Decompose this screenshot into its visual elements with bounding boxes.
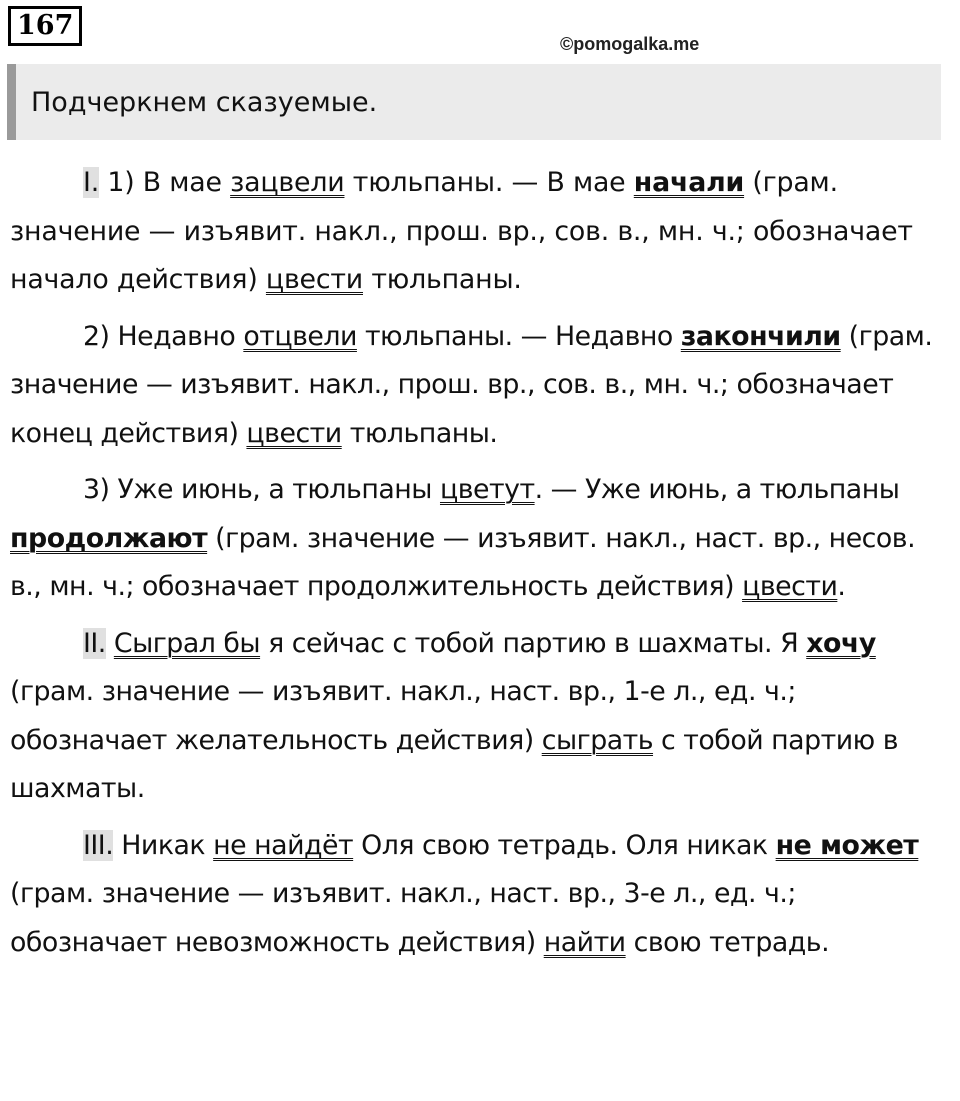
- predicate-bold: не может: [775, 829, 919, 861]
- text-segment: 1) В мае: [99, 167, 231, 198]
- text-segment: . — Уже июнь, а тюльпаны: [534, 474, 900, 505]
- text-segment: [106, 628, 114, 659]
- task-header-text: Подчеркнем сказуемые.: [31, 87, 378, 118]
- paragraph-1: [10, 159, 940, 305]
- predicate-underlined: Сыграл бы: [113, 627, 261, 659]
- paragraph-3: [10, 466, 940, 612]
- text-segment: тюльпаны.: [341, 417, 498, 449]
- predicate-underlined: отцвели: [243, 320, 357, 352]
- predicate-bold: хочу: [806, 627, 876, 659]
- text-segment: (грам. значение — изъявит. накл., наст. вр., 3-е л., ед. ч.; обозначает невозможность действия): [10, 878, 796, 958]
- text-segment: тюльпаны. — В мае: [344, 167, 634, 198]
- predicate-underlined: не найдёт: [213, 829, 354, 861]
- predicate-underlined: зацвели: [230, 167, 345, 198]
- paragraph-2: [10, 313, 940, 459]
- roman-numeral-1: I.: [83, 167, 100, 198]
- predicate-underlined: цвести: [246, 417, 342, 449]
- predicate-underlined: найти: [543, 926, 626, 958]
- text-segment: я сейчас с тобой партию в шахматы. Я: [260, 627, 807, 659]
- text-segment: .: [837, 571, 846, 602]
- predicate-underlined: цветут: [439, 474, 535, 505]
- text-segment: с тобой партию в шахматы.: [10, 724, 899, 804]
- roman-numeral-3: III.: [83, 829, 114, 861]
- text-segment: 3) Уже июнь, а тюльпаны: [83, 474, 440, 505]
- predicate-underlined: цвести: [742, 571, 838, 602]
- text-segment: (грам. значение — изъявит. накл., наст. вр., 1-е л., ед. ч.; обозначает желательность действия): [10, 676, 796, 756]
- predicate-bold: начали: [633, 167, 745, 198]
- text-segment: свою тетрадь.: [625, 926, 830, 958]
- text-segment: Никак: [113, 829, 214, 861]
- predicate-bold: продолжают: [10, 522, 208, 554]
- text-segment: тюльпаны. — Недавно: [356, 320, 681, 352]
- predicate-underlined: сыграть: [541, 724, 654, 756]
- answer-text: [10, 159, 940, 975]
- text-segment: 2) Недавно: [83, 320, 244, 352]
- text-segment: (грам. значение — изъявит. накл., наст. вр., несов. в., мн. ч.; обозначает продолжительность действия): [10, 522, 916, 602]
- task-header: [7, 64, 941, 140]
- roman-numeral-2: II.: [83, 627, 106, 659]
- paragraph-5: [10, 822, 940, 968]
- text-segment: (грам. значение — изъявит. накл., прош. вр., сов. в., мн. ч.; обозначает конец действия): [10, 320, 933, 449]
- text-segment: Оля свою тетрадь. Оля никак: [353, 829, 776, 861]
- predicate-bold: закончили: [680, 320, 841, 352]
- exercise-number: 167: [8, 6, 82, 46]
- paragraph-4: [10, 620, 940, 814]
- text-segment: (грам. значение — изъявит. накл., прош. вр., сов. в., мн. ч.; обозначает начало действия): [10, 167, 913, 295]
- predicate-underlined: цвести: [265, 264, 363, 295]
- text-segment: тюльпаны.: [363, 264, 522, 295]
- watermark: ©pomogalka.me: [560, 34, 700, 54]
